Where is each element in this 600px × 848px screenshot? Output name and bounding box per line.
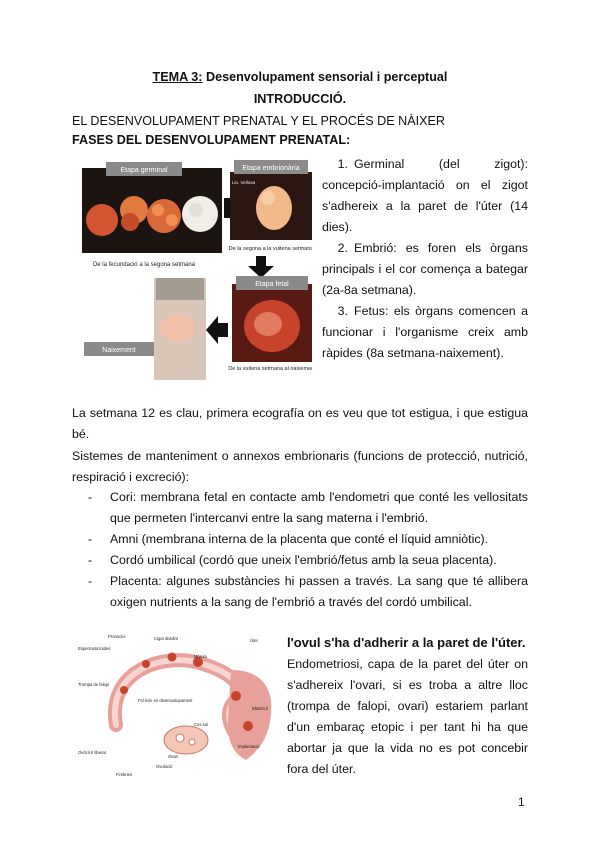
page-number: 1 xyxy=(518,795,525,809)
zygote-cell xyxy=(86,204,118,236)
endometriosis-paragraph: Endometriosi, capa de la paret del úter on s'adhereix l'ovari, si es troba a altre lloc (trompa de falopi, ovari) estariem parlant d'un embaraç etopic i per tant hi ha que abortar ja que la vida no es pot concebir fora del úter. xyxy=(287,657,528,776)
morula-detail xyxy=(152,204,164,216)
annex-item xyxy=(88,529,528,550)
annex-text: Cori: membrana fetal en contacte amb l'endometri que conté les vellositats que permeten l'intercanvi entre la sang materna i l'embrió. xyxy=(110,490,528,525)
diagram-label: Blastòcit xyxy=(252,706,268,711)
diagram-label: Mòrula xyxy=(194,654,207,659)
list-dash: - xyxy=(88,532,93,546)
list-dash: - xyxy=(88,574,93,588)
fetal-label: Etapa fetal xyxy=(255,281,289,288)
annex-text: Cordó umbilical (cordó que uneix l'embrió/fetus amb la seua placenta). xyxy=(110,553,497,567)
phases-list xyxy=(322,154,528,364)
arrow-left-icon xyxy=(206,316,228,344)
birth-photo-top xyxy=(156,278,204,300)
phase-number: 3. xyxy=(337,304,348,318)
cell-2 xyxy=(142,660,150,668)
annex-item xyxy=(88,550,528,571)
follicle-2 xyxy=(189,739,195,745)
phase-item xyxy=(322,301,528,364)
embryonic-caption: De la segona a la vuitena setmana xyxy=(228,246,312,252)
follicle xyxy=(176,734,184,742)
morula-detail-2 xyxy=(166,214,178,226)
phase-number: 1. xyxy=(337,157,348,171)
cell-1 xyxy=(120,686,128,694)
baby-face xyxy=(160,314,196,342)
fertilization-diagram xyxy=(76,630,276,780)
phase-text: Germinal (del zigot): concepció-implantació on el zigot s'adhereix a la paret de l'úter (14 dies). xyxy=(322,157,528,234)
diagram-label: Trompa de falopi xyxy=(78,682,110,687)
fetus-body xyxy=(254,312,282,336)
embryonic-label: Etapa embrionària xyxy=(242,165,300,172)
annex-text: Amni (membrana interna de la placenta que conté el líquid amniòtic). xyxy=(110,532,489,546)
diagram-label: Pronuclei xyxy=(108,634,126,639)
embryonic-small-label: Lin. Vellosa xyxy=(232,180,256,185)
section-subtitle: EL DESENVOLUPAMENT PRENATAL Y EL PROCÉS DE NÀIXER xyxy=(72,114,446,128)
birth-label: Naixement xyxy=(102,347,136,354)
embryo-head xyxy=(261,191,275,205)
annexes-list xyxy=(88,487,528,613)
title-prefix: TEMA 3: xyxy=(152,70,203,84)
intro-heading: INTRODUCCIÓ. xyxy=(253,92,347,106)
prenatal-stages-figure xyxy=(82,158,312,383)
diagram-label: Ovulació xyxy=(156,764,173,769)
annex-text: Placenta: algunes substàncies hi passen a través. La sang que té allibera oxigen nutrients a la sang de l'embrió a través del cordó umbilical. xyxy=(110,574,528,609)
diagram-label: Fol·licle en desenvolupament xyxy=(138,698,193,703)
germinal-caption: De la fecundació a la segona setmana xyxy=(92,262,196,268)
ovary xyxy=(164,726,208,754)
diagram-label: Fimbries xyxy=(116,772,133,777)
phase-text: Fetus: els òrgans comencen a funcionar i l'organisme creix amb ràpides (8a setmana-naixement). xyxy=(322,304,528,360)
annex-item xyxy=(88,487,528,529)
list-dash: - xyxy=(88,553,93,567)
cell-3 xyxy=(168,653,177,662)
title-text: Desenvolupament sensorial i perceptual xyxy=(202,70,448,84)
ovul-heading: l'ovul s'ha d'adherir a la paret de l'úter. xyxy=(287,635,526,650)
diagram-label: Espermatozoides xyxy=(78,646,111,651)
germinal-label: Etapa germinal xyxy=(120,167,168,174)
paragraph-setmana-12: La setmana 12 es clau, primera ecografía on es veu que tot estigua, i que estigua bé. xyxy=(72,406,528,441)
embryo-image xyxy=(256,186,292,230)
diagram-label: Ovari xyxy=(168,754,179,759)
phase-item xyxy=(322,154,528,238)
fetal-caption: De la vuitena setmana al naixement xyxy=(228,366,312,372)
diagram-label: Cos luti xyxy=(194,722,208,727)
fases-heading: FASES DEL DESENVOLUPAMENT PRENATAL: xyxy=(72,133,351,147)
phase-text: Embrió: es foren els òrgans principals i el cor comença a bategar (2a-8a setmana). xyxy=(322,241,528,297)
annex-item xyxy=(88,571,528,613)
arrow-down-icon xyxy=(248,256,274,278)
dividing-cell-2 xyxy=(121,213,139,231)
diagram-label: Implantació xyxy=(238,744,260,749)
cell-6 xyxy=(243,721,253,731)
cell-5 xyxy=(231,691,241,701)
diagram-label: Cigot dividint xyxy=(154,636,178,641)
list-dash: - xyxy=(88,490,93,504)
document-title xyxy=(0,70,600,84)
diagram-label: Úter xyxy=(250,638,258,643)
paragraph-annexos: Sistemes de manteniment o annexos embrionaris (funcions de protecció, nutrició, respiració i excreció): xyxy=(72,449,528,484)
phase-number: 2. xyxy=(337,241,348,255)
blastocyst-inner xyxy=(189,203,203,217)
phase-item xyxy=(322,238,528,301)
diagram-label: Ovòcit II liberat xyxy=(78,750,106,755)
